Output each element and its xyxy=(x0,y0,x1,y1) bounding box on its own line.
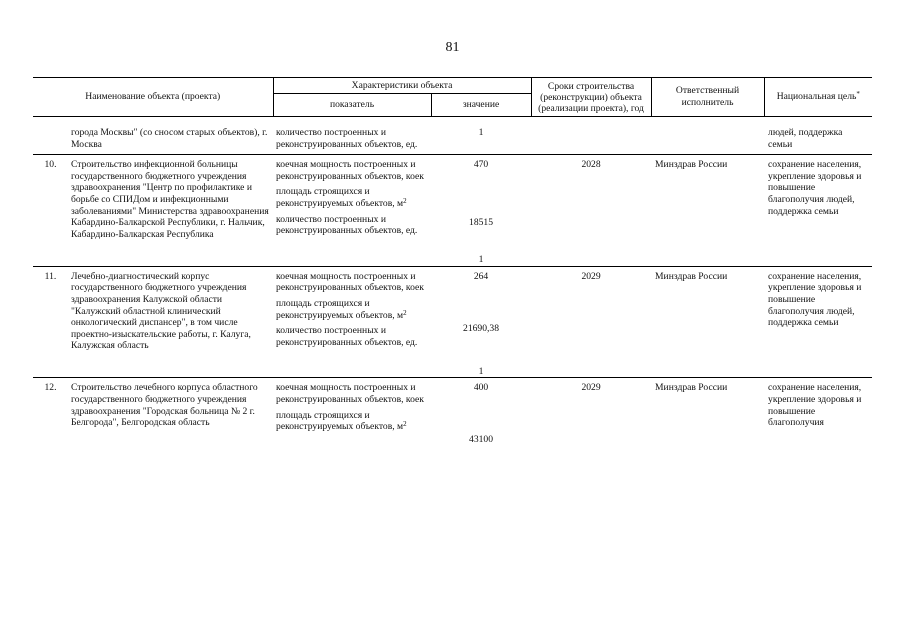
object-name: города Москвы" (со сносом старых объектов), г. Москва xyxy=(71,127,268,150)
construction-year: 2028 xyxy=(531,155,651,267)
header-goal-text: Национальная цель xyxy=(776,91,857,103)
unit-superscript: 2 xyxy=(403,308,407,317)
table-row xyxy=(33,155,872,267)
header-responsible: Ответственный исполнитель xyxy=(651,78,764,117)
objects-table xyxy=(33,77,872,446)
national-goal: сохранение населения, укрепление здоровья и повышение благополучия xyxy=(764,378,872,446)
object-name: Строительство инфекционной больницы государственного бюджетного учреждения здравоохранения "Центр по профилактике и борьбе со СПИДом и инфекционными заболеваниями" Министерства здравоохранения Кабардино-Балкарской Республики, г. Нальчик, Кабардино-Балкарская Республика xyxy=(68,155,273,267)
responsible-executor: Минздрав России xyxy=(651,155,764,267)
value-beds: 470 xyxy=(473,159,489,171)
responsible-executor: Минздрав России xyxy=(651,378,764,446)
national-goal: сохранение населения, укрепление здоровья и повышение благополучия людей, поддержка семьи xyxy=(764,155,872,267)
value-area: 18515 xyxy=(469,217,494,229)
value-count: 1 xyxy=(478,127,484,138)
responsible-executor: Минздрав России xyxy=(651,266,764,378)
header-name: Наименование объекта (проекта) xyxy=(33,78,273,117)
indicator-count: количество построенных и реконструированных объектов, ед. xyxy=(276,127,418,150)
value-beds: 400 xyxy=(473,382,489,394)
indicator-area-text: площадь строящихся и реконструируемых объектов, м xyxy=(276,297,404,321)
construction-year: 2029 xyxy=(531,378,651,446)
indicator-area-text: площадь строящихся и реконструируемых объектов, м xyxy=(276,186,404,209)
indicator-area xyxy=(276,186,428,209)
row-number: 12. xyxy=(33,378,68,446)
indicator-beds: коечная мощность построенных и реконструированных объектов, коек xyxy=(276,159,424,182)
indicator-count: количество построенных и реконструированных объектов, ед. xyxy=(276,213,418,237)
row-number: 10. xyxy=(33,155,68,267)
header-goal xyxy=(764,78,872,117)
national-goal: сохранение населения, укрепление здоровья и повышение благополучия людей, поддержка семьи xyxy=(764,266,872,378)
header-terms: Сроки строительства (реконструкции) объекта (реализации проекта), год xyxy=(531,78,651,117)
value-count: 1 xyxy=(478,254,484,266)
indicator-area-text: площадь строящихся и реконструируемых объектов, м xyxy=(276,409,404,433)
value-beds: 264 xyxy=(473,270,489,282)
value-area: 21690,38 xyxy=(463,322,500,334)
header-value: значение xyxy=(431,94,531,117)
unit-superscript: 2 xyxy=(403,420,407,429)
indicator-area xyxy=(276,410,428,433)
national-goal: людей, поддержка семьи xyxy=(768,127,843,150)
indicator-beds: коечная мощность построенных и реконструированных объектов, коек xyxy=(276,382,424,405)
header-indicator: показатель xyxy=(273,94,431,117)
table-row xyxy=(33,378,872,446)
indicator-count: количество построенных и реконструированных объектов, ед. xyxy=(276,325,418,348)
object-name: Строительство лечебного корпуса областного государственного бюджетного учреждения здравоохранения "Городская больница № 2 г. Белгорода", Белгородская область xyxy=(68,378,273,446)
indicator-area xyxy=(276,298,428,321)
table-row xyxy=(33,266,872,378)
header-characteristics: Характеристики объекта xyxy=(273,78,531,94)
page-number: 81 xyxy=(445,40,460,55)
row-number: 11. xyxy=(33,266,68,378)
object-name: Лечебно-диагностический корпус государственного бюджетного учреждения здравоохранения Калужской области "Калужский областной клинический онкологический диспансер", в том числе проектно-изыскательские работы, г. Калуга, Калужская область xyxy=(68,266,273,378)
unit-superscript: 2 xyxy=(403,196,407,205)
construction-year: 2029 xyxy=(531,266,651,378)
value-count: 1 xyxy=(478,365,484,377)
table-row-continuation xyxy=(33,123,872,155)
value-area: 43100 xyxy=(469,434,494,446)
table-header xyxy=(33,78,872,117)
indicator-beds: коечная мощность построенных и реконструированных объектов, коек xyxy=(276,270,424,294)
header-goal-footnote-mark: * xyxy=(856,90,860,99)
